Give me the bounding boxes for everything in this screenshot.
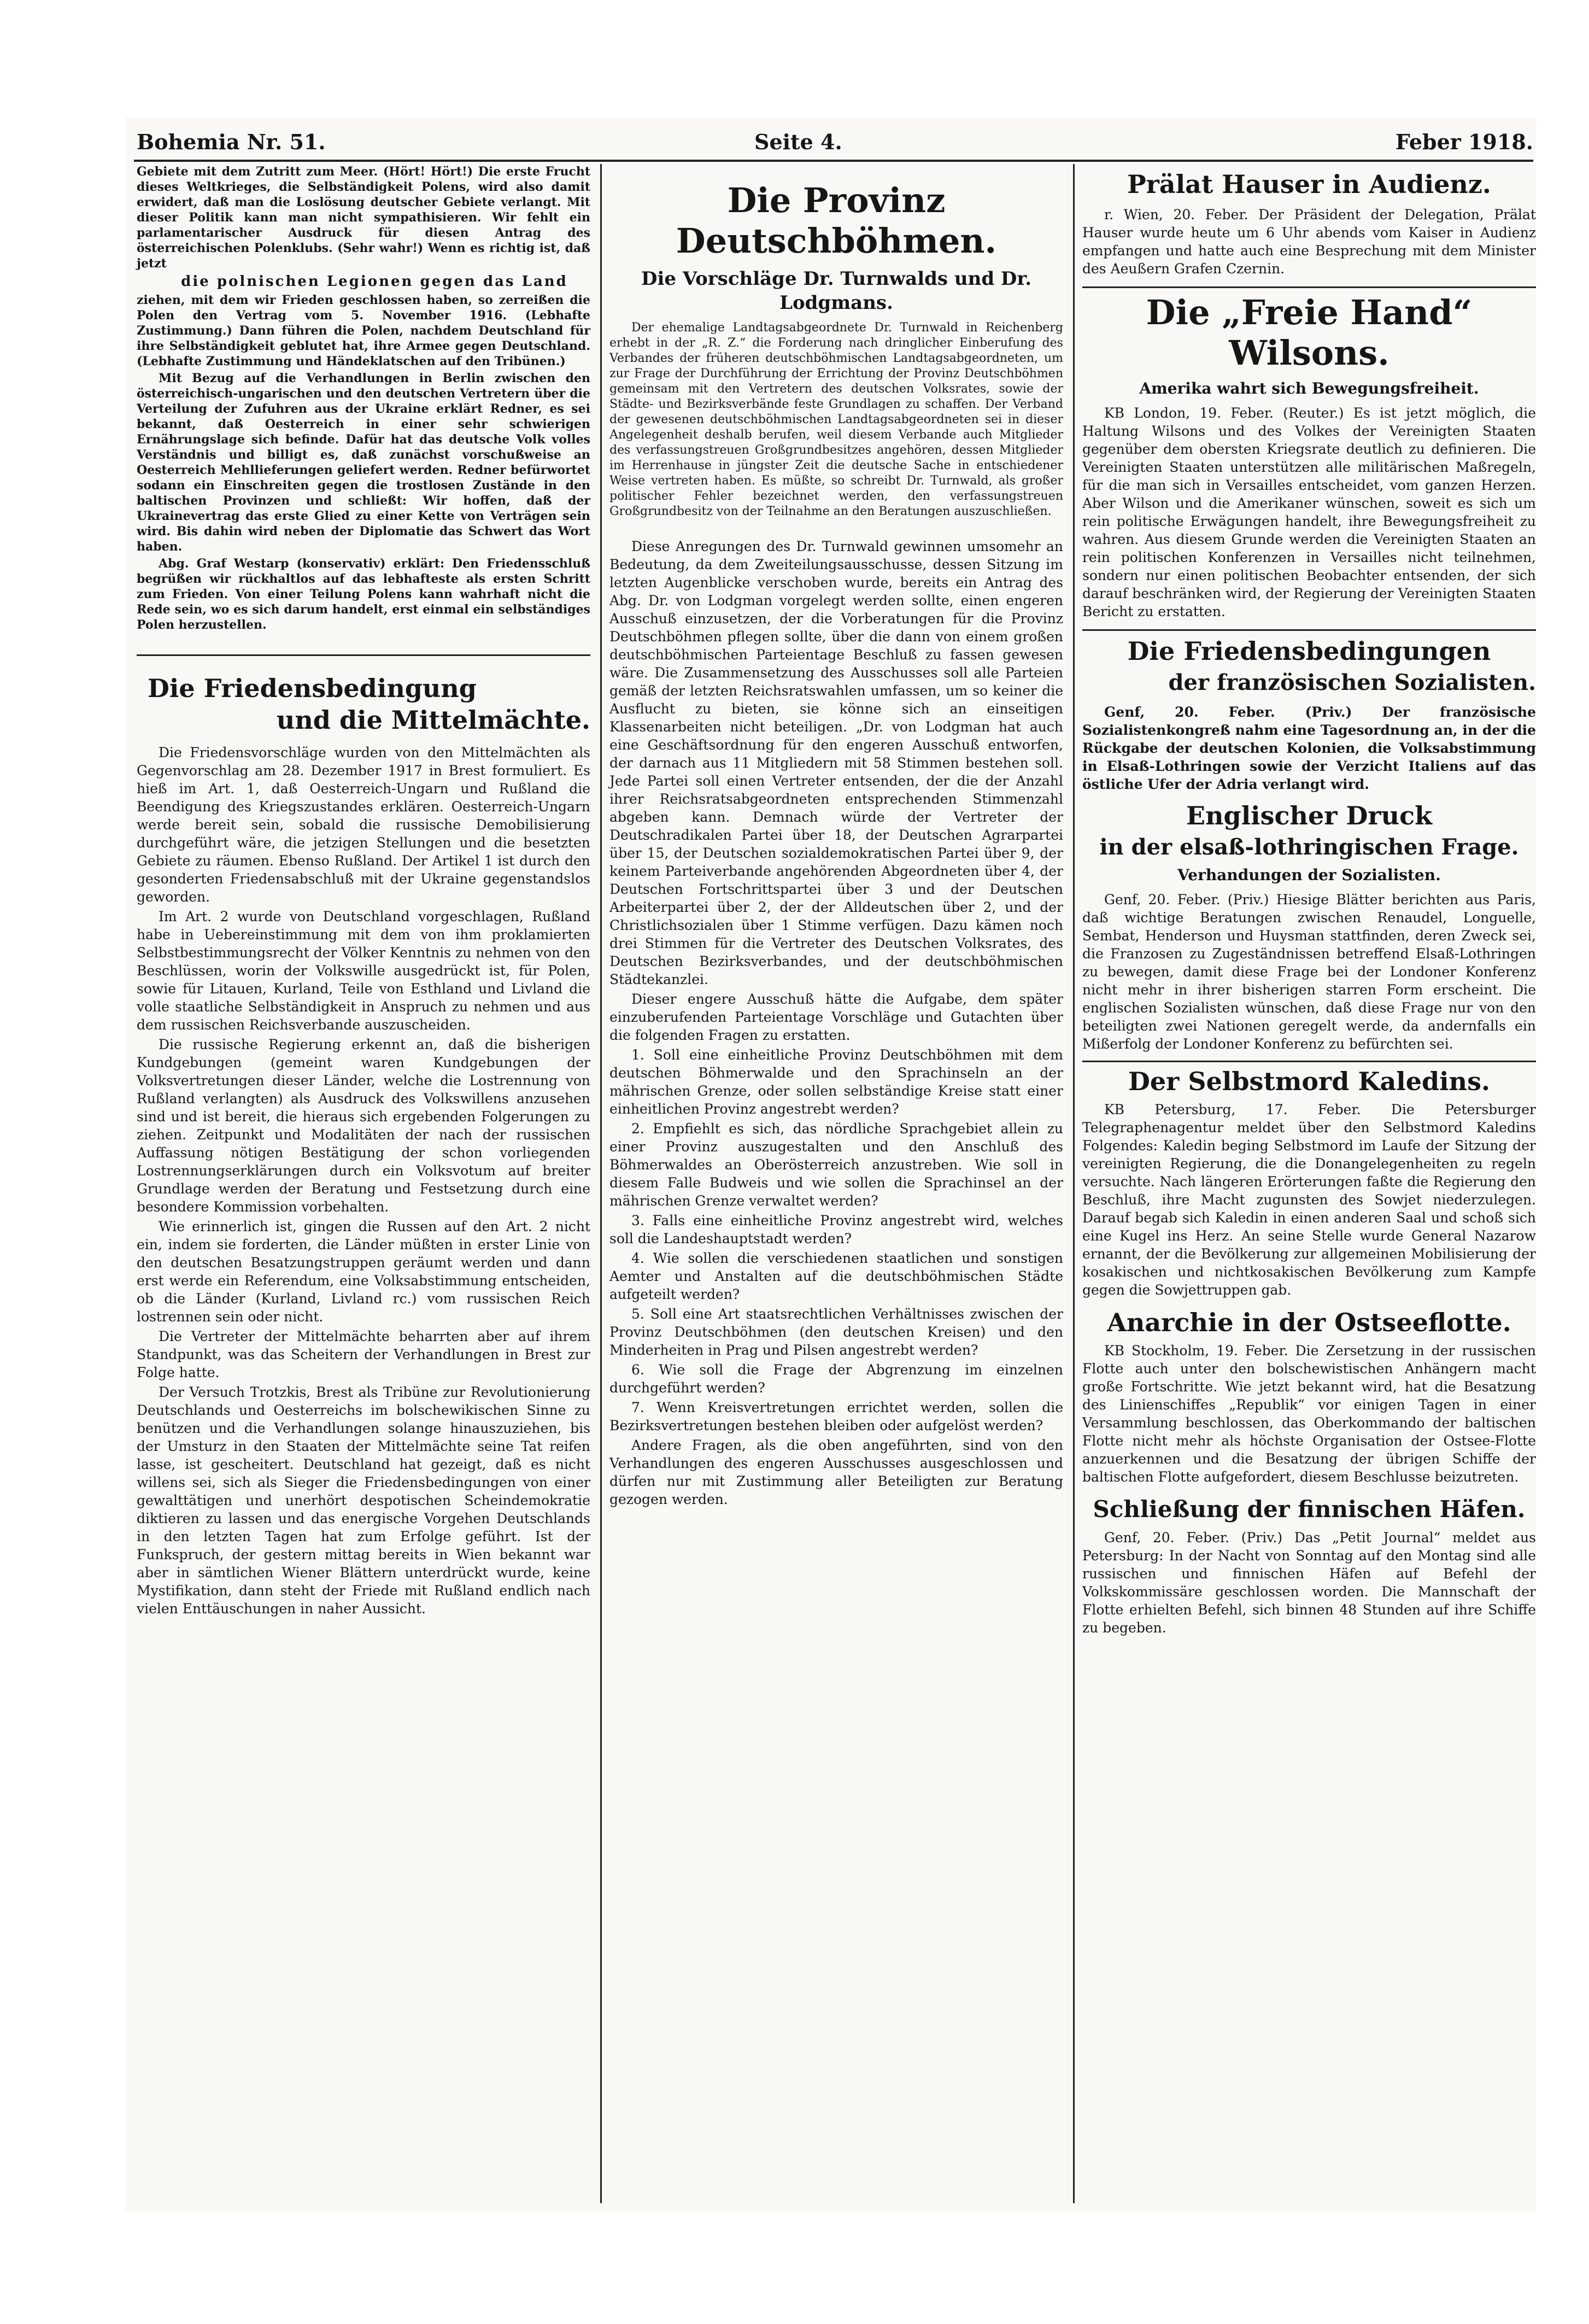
article-text: die polnischen Legionen gegen das Land xyxy=(181,273,568,290)
header-date: Feber 1918. xyxy=(1395,130,1533,154)
header-rule xyxy=(134,160,1533,162)
article-text: Wie erinnerlich ist, gingen die Russen auf den Art. 2 nicht ein, indem sie forderten, die Länder müßten in erster Linie von den deutschen Besatzungstruppen geräumt werden und dann erst werde ein Referendum, eine Volksabstimmung entscheiden, ob die Länder (Kurland, Livland rc.) vom russischen Reich lostrennen sein oder nicht. xyxy=(137,1219,590,1325)
article-text: Abg. Graf Westarp (konservativ) erklärt: Den Friedensschluß begrüßen wir rückhaltlos auf das lebhafteste als ersten Schritt zum Frieden. Von einer Teilung Polens kann wahrhaft nicht die Rede sein, wo es sich darum handelt, erst einmal ein selbständiges Polen herzustellen. xyxy=(137,557,590,632)
headline: Die Friedensbedingungen xyxy=(1127,636,1491,666)
headline: Die Provinz Deutschböhmen. xyxy=(676,180,997,261)
list-item: 3. Falls eine einheitliche Provinz angestrebt wird, welches soll die Landeshauptstadt werden? xyxy=(609,1213,1063,1246)
headline: Prälat Hauser in Audienz. xyxy=(1127,169,1491,199)
column-2 xyxy=(609,164,1063,1510)
article-text: Im Art. 2 wurde von Deutschland vorgeschlagen, Rußland habe in Uebereinstimmung mit dem von ihm proklamierten Selbstbestimmungsrecht der Völker Kenntnis zu nehmen von den Beschlüssen, worin der Volkswille ausgedrückt ist, für Polen, sowie für Litauen, Kurland, Teile von Esthland und Livland die volle staatliche Selbständigkeit in Anspruch zu nehmen und aus dem russischen Reichsverbande auszuscheiden. xyxy=(137,909,590,1033)
article-text: Genf, 20. Feber. (Priv.) Das „Petit Journal“ meldet aus Petersburg: In der Nacht von Sonntag auf den Montag sind alle russischen und finnischen Häfen auf Befehl der Volkskommissäre geschlossen worden. Die Mannschaft der Flotte erhielten Befehl, sich binnen 48 Stunden auf ihre Schiffe zu begeben. xyxy=(1082,1530,1536,1636)
headline: Englischer Druck xyxy=(1186,801,1432,830)
headline: Schließung der finnischen Häfen. xyxy=(1093,1496,1526,1523)
article-text: Andere Fragen, als die oben angeführten, sind von den Verhandlungen des engeren Ausschusses ausgeschlossen und dürfen nur mit Zustimmung aller Beteiligten zur Beratung gezogen werden. xyxy=(609,1437,1063,1507)
article-text: Mit Bezug auf die Verhandlungen in Berlin zwischen den österreichisch-ungarischen und den deutschen Vertretern über die Verteilung der Zufuhren aus der Ukraine erklärt Redner, es sei bekannt, daß Oesterreich in einer sehr schwierigen Ernährungslage sich befinde. Dafür hat das deutsche Volk volles Verständnis und billigt es, daß zunächst vorschußweise an Oesterreich Mehllieferungen geliefert werden. Redner befürwortet sodann ein Einschreiten gegen die trostlosen Zustände in den baltischen Provinzen und schließt: Wir hoffen, daß der Ukrainevertrag das erste Glied zu einer Kette von Verträgen sein wird. Bis dahin wird neben der Diplomatie das Schwert das Wort haben. xyxy=(137,371,590,554)
article-text: KB Stockholm, 19. Feber. Die Zersetzung in der russischen Flotte auch unter den bolschewistischen Anhängern macht große Fortschritte. Wie jetzt bekannt wird, hat die Besatzung des Linienschiffes „Republik“ vor einigen Tagen in einer Versammlung beschlossen, das Oberkommando der baltischen Flotte nicht mehr als höchste Organisation der Ostsee-Flotte anzuerkennen und die Besatzung der übrigen Schiffe der baltischen Flotte aufgefordert, diesem Beschlusse beizutreten. xyxy=(1082,1343,1536,1485)
section-rule xyxy=(1082,629,1536,631)
list-item: 1. Soll eine einheitliche Provinz Deutschböhmen mit dem deutschen Böhmerwalde und den Sprachinseln an der mährischen Grenze, oder sollen selbständige Kreise statt einer einheitlichen Provinz angestrebt werden? xyxy=(609,1047,1063,1117)
header-page-number: Seite 4. xyxy=(754,130,842,154)
list-item: 6. Wie soll die Frage der Abgrenzung im einzelnen durchgeführt werden? xyxy=(609,1362,1063,1396)
subheadline: Verhandungen der Sozialisten. xyxy=(1177,866,1441,884)
article-text: KB Petersburg, 17. Feber. Die Petersburger Telegraphenagentur meldet über den Selbstmord Kaledins Folgendes: Kaledin beging Selbstmord im Laufe der Sitzung der vereinigten Regierung, die die Donangelegenheiten zu regeln versuchte. Nach längeren Erörterungen faßte die Regierung den Beschluß, ihre Macht zugunsten des Sowjet niederzulegen. Darauf begab sich Kaledin in einen anderen Saal und schoß sich eine Kugel ins Herz. An seine Stelle wurde General Nazarow ernannt, der die Bevölkerung zur allgemeinen Mobilisierung der kosakischen und nichtkosakischen Bevölkerung zum Kampfe gegen die Sowjettruppen gab. xyxy=(1082,1102,1536,1298)
column-3 xyxy=(1082,164,1536,1638)
article-text: Genf, 20. Feber. (Priv.) Hiesige Blätter berichten aus Paris, daß wichtige Beratungen zwischen Renaudel, Longuelle, Sembat, Henderson und Huysman stattfinden, deren Zweck sei, die Franzosen zu Zugeständnissen betreffend Elsaß-Lothringen zu bewegen, damit diese Frage bei der Londoner Konferenz nicht mehr in ihrer bisherigen starren Form erscheint. Die englischen Sozialisten wünschen, daß diese Frage nur von den beteiligten zwei Nationen geregelt werde, da andernfalls ein Mißerfolg der Londoner Konferenz zu befürchten sei. xyxy=(1082,892,1536,1052)
page-header xyxy=(137,123,1533,161)
headline: Anarchie in der Ostseeflotte. xyxy=(1107,1308,1511,1337)
section-rule xyxy=(1082,1061,1536,1062)
article-text: Die Vertreter der Mittelmächte beharrten aber auf ihrem Standpunkt, was das Scheitern der Verhandlungen in Brest zur Folge hatte. xyxy=(137,1328,590,1380)
article-text: r. Wien, 20. Feber. Der Präsident der Delegation, Prälat Hauser wurde heute um 6 Uhr abends vom Kaiser in Audienz empfangen und hatte auch eine Besprechung mit dem Minister des Aeußern Grafen Czernin. xyxy=(1082,207,1536,277)
column-rule-2 xyxy=(1073,164,1075,2203)
article-text: ziehen, mit dem wir Frieden geschlossen haben, so zerreißen die Polen den Vertrag vom 5. November 1916. (Lebhafte Zustimmung.) Dann führen die Polen, nachdem Deutschland für ihre Selbständigkeit geblutet hat, ihre Armee gegen Deutschland. (Lebhafte Zustimmung und Händeklatschen auf den Tribünen.) xyxy=(137,293,590,368)
column-rule-1 xyxy=(600,164,602,2203)
article-text: Die Friedensvorschläge wurden von den Mittelmächten als Gegenvorschlag am 28. Dezember 1917 in Brest formuliert. Es hieß im Art. 1, daß Oesterreich-Ungarn und Rußland die Beendigung des Kriegszustandes erklären. Oesterreich-Ungarn werde bereit sein, sobald die russische Demobilisierung durchgeführt wäre, die jetzigen Stellungen und die besetzten Gebiete zu räumen. Ebenso Rußland. Der Artikel 1 ist durch den gesonderten Friedensabschluß mit der Ukraine gegenstandslos geworden. xyxy=(137,745,590,905)
section-rule xyxy=(137,654,590,656)
article-text: KB London, 19. Feber. (Reuter.) Es ist jetzt möglich, die Haltung Wilsons und des Volkes der Vereinigten Staaten gegenüber dem obersten Kriegsrate deutlich zu definieren. Die Vereinigten Staaten unterstützen alle militärischen Maßregeln, für die man sich in Versailles entscheidet, vom ganzen Herzen. Aber Wilson und die Amerikaner wünschen, soweit es sich um rein politische Erwägungen handelt, ihre Bewegungsfreiheit zu wahren. Aus diesem Grunde werden die Vereinigten Staaten an rein politischen Konferenzen in Versailles nicht teilnehmen, sondern nur einen politischen Beobachter entsenden, der sich darauf beschränken wird, der Regierung der Vereinigten Staaten Bericht zu erstatten. xyxy=(1082,405,1536,619)
header-masthead: Bohemia Nr. 51. xyxy=(137,130,326,154)
article-text: Diese Anregungen des Dr. Turnwald gewinnen umsomehr an Bedeutung, da dem Zweiteilungsausschusse, dessen Sitzung im letzten Augenblicke verschoben wurde, bereits ein Antrag des Abg. Dr. von Lodgman vorgelegt werden sollte, einen engeren Ausschuß einzusetzen, der die Vorberatungen für die Provinz Deutschböhmen pflegen sollte, über die dann von einem großen deutschböhmischen Parteientage Beschluß zu fassen gewesen wäre. Die Zusammensetzung des Ausschusses soll alle Parteien gemäß der letzten Reichsratswahlen umfassen, um so keiner die Ausflucht zu bieten, sie könne sich an einseitigen Klassenarbeiten nicht beteiligen. „Dr. von Lodgman hat auch eine Geschäftsordnung für den engeren Ausschuß entworfen, der darnach aus 11 Mitgliedern mit 58 Stimmen bestehen soll. Jede Partei soll einen Vertreter entsenden, der die der Anzahl ihrer Reichsratsabgeordneten entsprechenden Stimmenzahl abgeben kann. Demnach würde der Vertreter der Deutschradikalen Partei über 18, der Deutschen Agrarpartei über 15, der Deutschen sozialdemokratischen Partei über 9, der keinem Parteiverbande angehörenden Abgeordneten über 4, der Deutschen Fortschrittspartei über 3 und der Deutschen Arbeiterpartei über 2, der der Alldeutschen über 2, und der Christlichsozialen über 1 Stimme verfügen. Dazu kämen noch drei Stimmen für die Vertreter des Deutschen Volksrates, des Deutschen Bezirksverbandes, und der deutschböhmischen Städtekanzlei. xyxy=(609,538,1063,987)
article-intro: Der ehemalige Landtagsabgeordnete Dr. Turnwald in Reichenberg erhebt in der „R. Z.“ die Forderung nach dringlicher Einberufung des Verbandes der früheren deutschböhmischen Landtagsabgeordneten, um zur Frage der Durchführung der Errichtung der Provinz Deutschböhmen gemeinsam mit den Vertretern des deutschen Volksrates, sowie der Städte- und Bezirksverbände feste Grundlagen zu schaffen. Der Verband der gewesenen deutschböhmischen Landtagsabgeordneten sei in dieser Angelegenheit deshalb berufen, weil diesem Verbande auch Mitglieder des verfassungstreuen Großgrundbesitzes angehören, dessen Mitglieder im Herrenhause in jüngster Zeit die deutsche Sache in entschiedener Weise vertreten haben. Es müßte, so schreibt Dr. Turnwald, als großer politischer Fehler bezeichnet werden, den verfassungstreuen Großgrundbesitz von der Teilnahme an den Beratungen auszuschließen. xyxy=(609,321,1063,518)
list-item: 4. Wie sollen die verschiedenen staatlichen und sonstigen Aemter und Anstalten auf die deutschböhmischen Städte aufgeteilt werden? xyxy=(609,1250,1063,1302)
headline: Die Friedensbedingung xyxy=(148,674,477,703)
headline: und die Mittelmächte. xyxy=(276,705,590,735)
section-rule xyxy=(1082,286,1536,288)
article-text: Genf, 20. Feber. (Priv.) Der französische Sozialistenkongreß nahm eine Tagesordnung an, in der die Rückgabe der deutschen Kolonien, die Volksabstimmung in Elsaß-Lothringen sowie der Verzicht Italiens auf das östliche Ufer der Adria verlangt wird. xyxy=(1082,704,1536,792)
column-1 xyxy=(137,164,590,1619)
article-text: Die russische Regierung erkennt an, daß die bisherigen Kundgebungen (gemeint waren Kundgebungen der Volksvertretungen dieser Länder, welche die Lostrennung von Rußland verlangten) als Ausdruck des Volkswillens anzusehen sind und ist bereit, die hieraus sich ergebenden Folgerungen zu ziehen. Zeitpunkt und Modalitäten der nach der russischen Auffassung nötigen Bestätigung der schon vorliegenden Lostrennungserklärungen durch ein Volksvotum auf breiter Grundlage werden der Beratung und Festsetzung durch eine besondere Kommission vorbehalten. xyxy=(137,1037,590,1215)
list-item: 7. Wenn Kreisvertretungen errichtet werden, sollen die Bezirksvertretungen bestehen bleiben oder aufgelöst werden? xyxy=(609,1400,1063,1433)
headline: Die „Freie Hand“ Wilsons. xyxy=(1146,292,1473,373)
subheadline: Amerika wahrt sich Bewegungsfreiheit. xyxy=(1139,379,1479,397)
list-item: 2. Empfiehlt es sich, das nördliche Sprachgebiet allein zu einer Provinz auszugestalten und den Anschluß des Böhmerwaldes an Oberösterreich anzustreben. Wie soll in diesem Falle Budweis und wie sollen die Sprachinsel an der mährischen Grenze verwaltet werden? xyxy=(609,1121,1063,1209)
list-item: 5. Soll eine Art staatsrechtlichen Verhältnisses zwischen der Provinz Deutschböhmen (den deutschen Kreisen) und den Minderheiten in Prag und Pilsen angestrebt werden? xyxy=(609,1306,1063,1358)
article-text: Der Versuch Trotzkis, Brest als Tribüne zur Revolutionierung Deutschlands und Oesterreichs im bolschewikischen Sinne zu benützen und die Verhandlungen solange hinauszuziehen, bis der Umsturz in den Staaten der Mittelmächte seine Tat reifen lasse, ist gescheitert. Deutschland hat gezeigt, daß es nicht willens sei, sich als Sieger die Friedensbedingungen von einer gewalttätigen und unerhört despotischen Scheindemokratie diktieren zu lassen und das energische Vorgehen Deutschlands in den letzten Tagen hat zum Erfolge geführt. Ist der Funkspruch, der gestern mittag bereits in Wien bekannt war aber in sämtlichen Wiener Blättern unterdrückt wurde, keine Mystifikation, dann steht der Friede mit Rußland endlich nach vielen Enttäuschungen in naher Aussicht. xyxy=(137,1384,590,1617)
subheadline: Die Vorschläge Dr. Turnwalds und Dr. Lodgmans. xyxy=(641,268,1032,314)
headline: Der Selbstmord Kaledins. xyxy=(1128,1067,1490,1096)
article-text: Gebiete mit dem Zutritt zum Meer. (Hört! Hört!) Die erste Frucht dieses Weltkrieges, die Selbständigkeit Polens, wird also damit erwidert, daß man die Loslösung deutscher Gebiete verlangt. Mit dieser Politik kann man nicht sympathisieren. Wir fehlt ein parlamentarischer Ausdruck für diesen Antrag des österreichischen Polenklubs. (Sehr wahr!) Wenn es richtig ist, daß jetzt xyxy=(137,165,590,271)
article-text: Dieser engere Ausschuß hätte die Aufgabe, dem später einzuberufenden Parteientage Vorschläge und Gutachten über die folgenden Fragen zu erstatten. xyxy=(609,991,1063,1043)
headline: in der elsaß-lothringischen Frage. xyxy=(1099,834,1519,860)
headline: der französischen Sozialisten. xyxy=(1168,670,1536,695)
